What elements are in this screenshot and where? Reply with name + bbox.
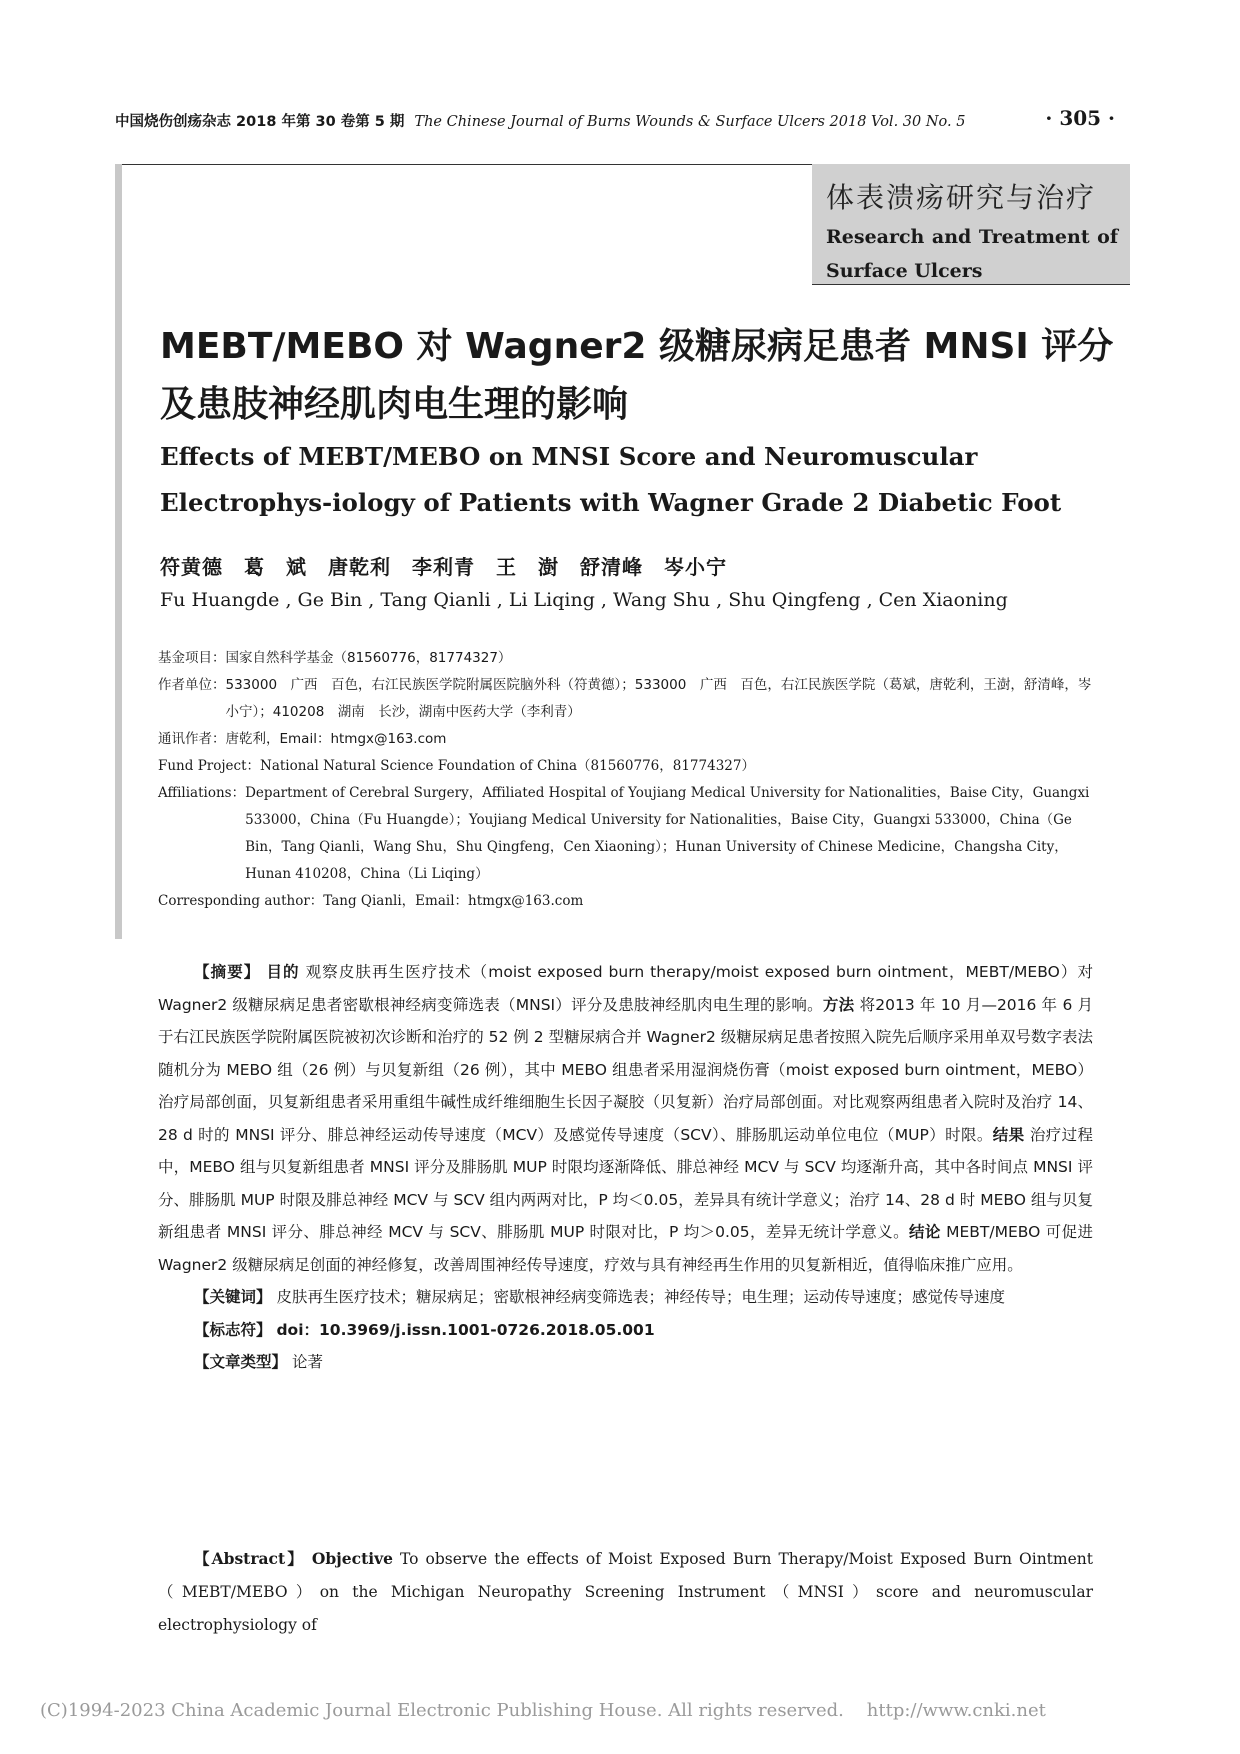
page-number: · 305 · <box>1045 106 1115 130</box>
affiliation-label: 作者单位： <box>158 677 226 693</box>
results-label: 结果 <box>992 1125 1025 1144</box>
affiliation-row <box>158 672 1093 726</box>
article-type-line <box>158 1346 1093 1379</box>
keywords-label: 【关键词】 <box>194 1288 272 1306</box>
section-title-cn: 体表溃疡研究与治疗 <box>826 181 1097 214</box>
abstract-en-objective-label: Objective <box>311 1549 394 1568</box>
methods-label: 方法 <box>822 995 855 1014</box>
article-type-label: 【文章类型】 <box>194 1353 288 1371</box>
authors-cn: 符黄德 葛 斌 唐乾利 李利青 王 澍 舒清峰 岑小宁 <box>160 555 727 579</box>
section-title-en: Research and Treatment of Surface Ulcers <box>826 226 1118 282</box>
doi-label: 【标志符】 <box>194 1320 272 1339</box>
article-info <box>158 645 1093 915</box>
journal-citation-cn: 中国烧伤创疡杂志 2018 年第 30 卷第 5 期 <box>115 114 405 130</box>
keywords-line <box>158 1281 1093 1314</box>
authors-en: Fu Huangde , Ge Bin , Tang Qianli , Li Liqing , Wang Shu , Shu Qingfeng , Cen Xiaoning <box>160 589 1008 611</box>
fund-en-row <box>158 753 1093 780</box>
objective-label: 目的 <box>266 963 300 981</box>
abstract-en-label: 【Abstract】 <box>194 1549 305 1568</box>
margin-bar <box>115 164 122 939</box>
corresponding-row <box>158 726 1093 753</box>
corresponding-text: 唐乾利，Email：htmgx@163.com <box>225 731 447 747</box>
results-text: 治疗过程中，MEBO 组与贝复新组患者 MNSI 评分及腓肠肌 MUP 时限均逐渐降低、腓总神经 MCV 与 SCV 均逐渐升高，其中各时间点 MNSI 评分、腓肠肌 MUP 时限及腓总神经 MCV 与 SCV 组内两两对比，P 均＜0.05，差异具有统计学意义；治疗 14、28 d 时 MEBO 组与贝复新组患者 MNSI 评分、腓总神经 MCV 与 SCV、腓肠肌 MUP 时限对比，P 均＞0.05，差异无统计学意义。 <box>158 1125 1093 1241</box>
abstract-body <box>158 956 1093 1281</box>
affiliation-text: 533000 广西 百色，右江民族医学院附属医院脑外科（符黄德）；533000 广西 百色，右江民族医学院（葛斌，唐乾利，王澍，舒清峰，岑小宁）；410208 湖南 长沙，湖南中医药大学（李利青） <box>225 677 1092 720</box>
conclusion-text: MEBT/MEBO 可促进 Wagner2 级糖尿病足创面的神经修复，改善周围神经传导速度，疗效与具有神经再生作用的贝复新相近，值得临床推广应用。 <box>158 1223 1093 1274</box>
abstract-cn <box>158 956 1093 1379</box>
conclusion-label: 结论 <box>909 1223 941 1241</box>
affiliation-en-text: Department of Cerebral Surgery，Affiliated Hospital of Youjiang Medical University for Nationalities，Baise City，Guangxi 533000，China（Fu Huangde）；Youjiang Medical University for Nationalities，Baise City，Guangxi 533000，China（Ge Bin，Tang Qianli，Wang Shu，Shu Qingfeng，Cen Xiaoning）；Hunan University of Chinese Medicine，Changsha City，Hunan 410208，China（Li Liqing） <box>245 785 1090 882</box>
abstract-label: 【摘要】 <box>194 963 261 981</box>
fund-en-label: Fund Project： <box>158 758 261 774</box>
article-type-text: 论著 <box>291 1353 323 1371</box>
fund-text: 国家自然科学基金（81560776，81774327） <box>225 650 512 666</box>
corresponding-en-text: Tang Qianli，Email：htmgx@163.com <box>323 893 584 909</box>
doi-line <box>158 1314 1093 1347</box>
section-box <box>812 164 1130 285</box>
keywords-text: 皮肤再生医疗技术；糖尿病足；密歇根神经病变筛选表；神经传导；电生理；运动传导速度；感觉传导速度 <box>276 1288 1005 1306</box>
corresponding-en-row <box>158 888 1093 915</box>
abstract-en-text: To observe the effects of Moist Exposed Burn Therapy/Moist Exposed Burn Ointment（MEBT/MEBO）on the Michigan Neuropathy Screening Instrument（MNSI）score and neuromuscular electrophysiology of <box>158 1550 1093 1634</box>
copyright-footer: (C)1994-2023 China Academic Journal Electronic Publishing House. All rights reserved. http://www.cnki.net <box>40 1700 1046 1721</box>
journal-citation <box>115 110 965 131</box>
fund-label: 基金项目： <box>158 650 226 666</box>
running-header <box>115 106 1115 136</box>
abstract-en <box>158 1542 1093 1642</box>
corresponding-label: 通讯作者： <box>158 731 226 747</box>
methods-text: 将2013 年 10 月—2016 年 6 月于右江民族医学院附属医院被初次诊断和治疗的 52 例 2 型糖尿病合并 Wagner2 级糖尿病足患者按照入院先后顺序采用单双号数字表法随机分为 MEBO 组（26 例）与贝复新组（26 例），其中 MEBO 组患者采用湿润烧伤膏（moist exposed burn ointment，MEBO）治疗局部创面，贝复新组患者采用重组牛碱性成纤维细胞生长因子凝胶（贝复新）治疗局部创面。对比观察两组患者入院时及治疗 14、28 d 时的 MNSI 评分、腓总神经运动传导速度（MCV）及感觉传导速度（SCV）、腓肠肌运动单位电位（MUP）时限。 <box>158 995 1093 1144</box>
corresponding-en-label: Corresponding author： <box>158 893 324 909</box>
objective-text: 观察皮肤再生医疗技术（moist exposed burn therapy/moist exposed burn ointment，MEBT/MEBO）对 Wagner2 级糖尿病足患者密歇根神经病变筛选表（MNSI）评分及患肢神经肌肉电生理的影响。 <box>158 963 1093 1014</box>
affiliation-en-label: Affiliations： <box>158 785 246 801</box>
fund-row <box>158 645 1093 672</box>
doi-text: doi：10.3969/j.issn.1001-0726.2018.05.001 <box>276 1320 655 1339</box>
fund-en-text: National Natural Science Foundation of China（81560776，81774327） <box>260 758 755 774</box>
article-title-cn: MEBT/MEBO 对 Wagner2 级糖尿病足患者 MNSI 评分及患肢神经肌肉电生理的影响 <box>160 326 1114 425</box>
journal-citation-en: The Chinese Journal of Burns Wounds & Surface Ulcers 2018 Vol. 30 No. 5 <box>414 114 966 130</box>
affiliation-en-row <box>158 780 1093 888</box>
article-title-en: Effects of MEBT/MEBO on MNSI Score and Neuromuscular Electrophys-iology of Patients with Wagner Grade 2 Diabetic Foot <box>160 442 1062 517</box>
